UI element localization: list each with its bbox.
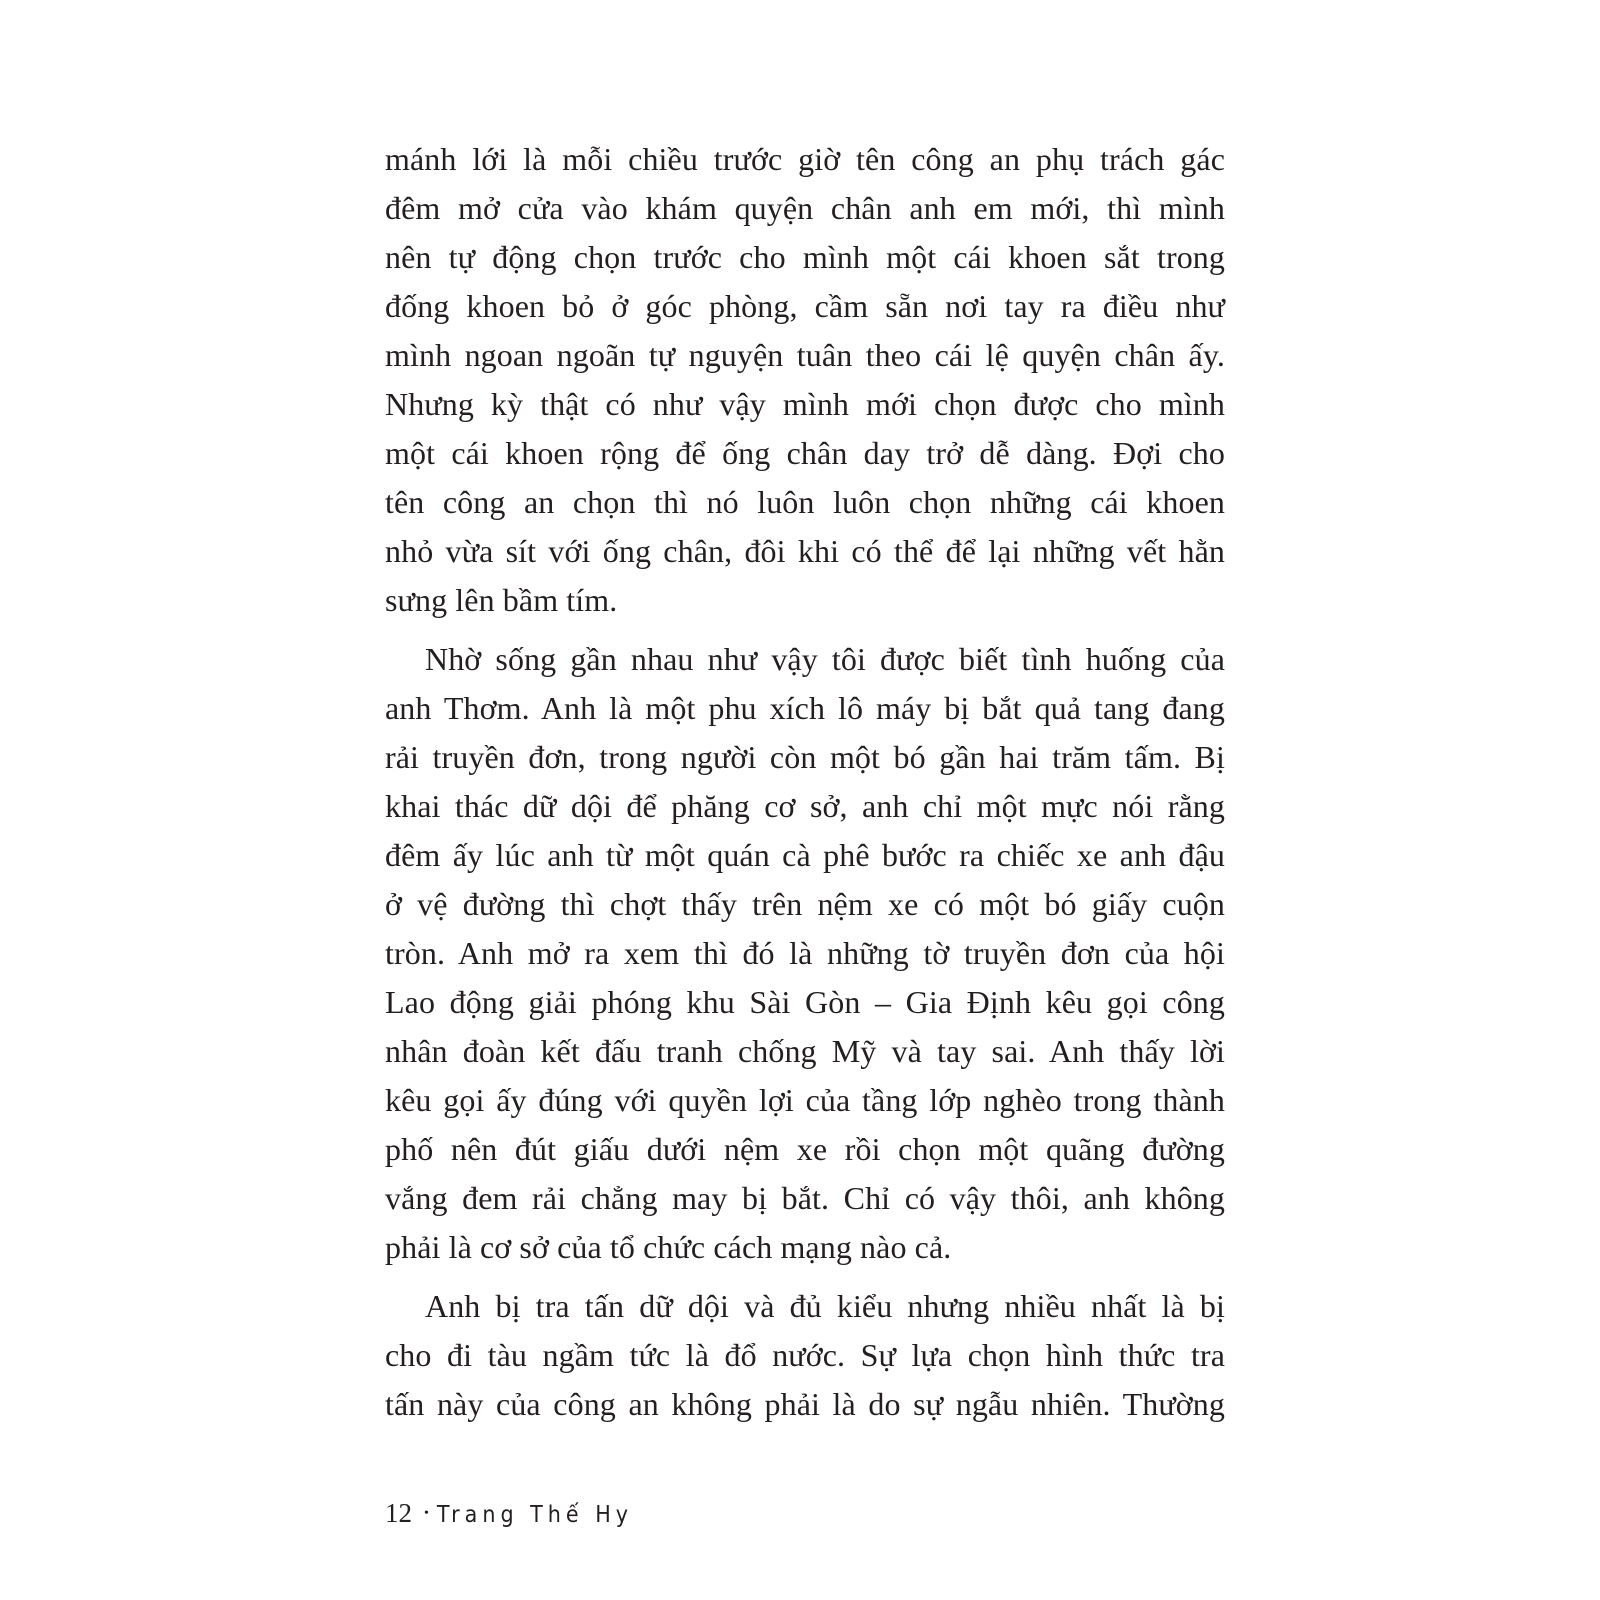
text-line: tấn này của công an không phải là do sự ngẫu nhiên. Thường [385, 1386, 1225, 1422]
text-line: cho đi tàu ngầm tức là đổ nước. Sự lựa chọn hình thức tra [385, 1337, 1225, 1373]
text-line: phố nên đút giấu dưới nệm xe rồi chọn một quãng đường [385, 1131, 1225, 1167]
bullet-separator: • [424, 1506, 429, 1522]
page-footer [385, 1498, 633, 1531]
text-line: tròn. Anh mở ra xem thì đó là những tờ truyền đơn của hội [385, 935, 1225, 971]
text-line: kêu gọi ấy đúng với quyền lợi của tầng lớp nghèo trong thành [385, 1082, 1225, 1118]
text-line: tên công an chọn thì nó luôn luôn chọn những cái khoen [385, 484, 1225, 520]
text-line: nhân đoàn kết đấu tranh chống Mỹ và tay sai. Anh thấy lời [385, 1033, 1225, 1069]
text-line: đêm mở cửa vào khám quyện chân anh em mới, thì mình [385, 190, 1225, 226]
text-line: nhỏ vừa sít với ống chân, đôi khi có thể để lại những vết hằn [385, 533, 1225, 569]
paragraph-gap [385, 625, 1225, 635]
text-line: một cái khoen rộng để ống chân day trở dễ dàng. Đợi cho [385, 435, 1225, 471]
text-line: mánh lới là mỗi chiều trước giờ tên công an phụ trách gác [385, 141, 1225, 177]
running-author: Trang Thế Hy [436, 1502, 634, 1528]
body-text [385, 135, 1225, 1429]
text-line: đống khoen bỏ ở góc phòng, cầm sẵn nơi tay ra điều như [385, 288, 1225, 324]
text-line: Lao động giải phóng khu Sài Gòn – Gia Định kêu gọi công [385, 984, 1225, 1020]
text-line: Anh bị tra tấn dữ dội và đủ kiểu nhưng nhiều nhất là bị [425, 1288, 1225, 1324]
text-line: Nhưng kỳ thật có như vậy mình mới chọn được cho mình [385, 386, 1225, 422]
page-number: 12 [385, 1498, 412, 1528]
paragraph-gap [385, 1272, 1225, 1282]
text-line: khai thác dữ dội để phăng cơ sở, anh chỉ một mực nói rằng [385, 788, 1225, 824]
text-line: anh Thơm. Anh là một phu xích lô máy bị bắt quả tang đang [385, 690, 1225, 726]
text-line: Nhờ sống gần nhau như vậy tôi được biết tình huống của [425, 641, 1225, 677]
text-line: sưng lên bầm tím. [385, 582, 618, 618]
text-line: mình ngoan ngoãn tự nguyện tuân theo cái lệ quyện chân ấy. [385, 337, 1225, 373]
text-line: rải truyền đơn, trong người còn một bó gần hai trăm tấm. Bị [385, 739, 1225, 775]
text-line: phải là cơ sở của tổ chức cách mạng nào cả. [385, 1229, 952, 1265]
paragraph [385, 635, 1225, 1272]
paragraph [385, 1282, 1225, 1429]
text-line: nên tự động chọn trước cho mình một cái khoen sắt trong [385, 239, 1225, 275]
paragraph [385, 135, 1225, 625]
text-line: vắng đem rải chẳng may bị bắt. Chỉ có vậy thôi, anh không [385, 1180, 1225, 1216]
text-line: ở vệ đường thì chợt thấy trên nệm xe có một bó giấy cuộn [385, 886, 1225, 922]
text-line: đêm ấy lúc anh từ một quán cà phê bước ra chiếc xe anh đậu [385, 837, 1225, 873]
